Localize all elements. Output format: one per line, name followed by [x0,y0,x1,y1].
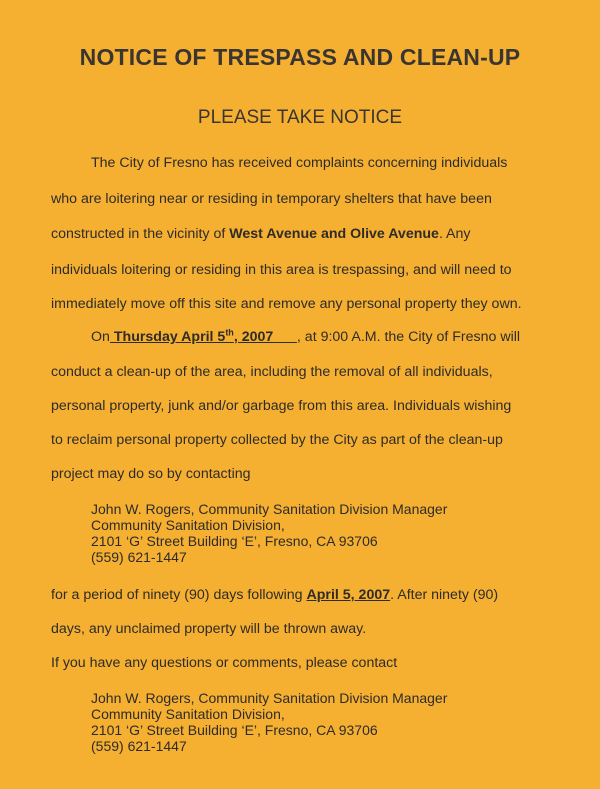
deadline-date: April 5, 2007 [306,587,391,603]
para1-line2: who are loitering near or residing in temporary shelters that have been [51,191,492,207]
contact1-name: John W. Rogers, Community Sanitation Division Manager [91,501,448,517]
cleanup-date-main: Thursday April 5 [109,329,226,345]
contact2-division: Community Sanitation Division, [91,706,285,722]
para2-on: On [91,329,110,345]
para3-line1-text: for a period of ninety (90) days following [51,587,307,603]
notice-title: NOTICE OF TRESPASS AND CLEAN-UP [79,44,521,70]
contact2-name: John W. Rogers, Community Sanitation Division Manager [91,690,448,706]
contact1-division: Community Sanitation Division, [91,517,285,533]
para1-line5: immediately move off this site and remove any personal property they own. [51,296,522,312]
contact1-phone: (559) 621-1447 [91,549,187,565]
para1-line3-end: . Any [438,226,471,242]
para3-line1 [51,587,498,603]
cleanup-date-year: , 2007 [233,329,297,345]
contact1-address: 2101 ‘G’ Street Building ‘E’, Fresno, CA 93706 [91,533,378,549]
para1-line3-text: constructed in the vicinity of [51,226,230,242]
para2-line2: conduct a clean-up of the area, including the removal of all individuals, [51,364,493,380]
para2-line1-end: , at 9:00 A.M. the City of Fresno will [296,329,521,345]
para1-line1: The City of Fresno has received complaints concerning individuals [91,155,508,171]
para2-line4: to reclaim personal property collected by the City as part of the clean-up [51,432,503,448]
cleanup-date-sup: th [225,327,234,338]
contact-block-2 [91,690,447,754]
para3-line1-end: . After ninety (90) [390,587,499,603]
para2-line1 [91,329,520,345]
para2-line3: personal property, junk and/or garbage from this area. Individuals wishing [51,398,512,414]
contact2-address: 2101 ‘G’ Street Building ‘E’, Fresno, CA 93706 [91,722,378,738]
contact-block-1 [91,501,447,565]
para3-line2: days, any unclaimed property will be thrown away. [51,621,367,637]
contact2-phone: (559) 621-1447 [91,738,187,754]
para4-line: If you have any questions or comments, please contact [51,655,398,671]
location-text: West Avenue and Olive Avenue [229,226,439,242]
para1-line3 [51,226,471,242]
notice-subtitle: PLEASE TAKE NOTICE [197,107,403,128]
para2-line5: project may do so by contacting [51,466,251,482]
cleanup-date [110,329,297,345]
para1-line4: individuals loitering or residing in this area is trespassing, and will need to [51,262,512,278]
